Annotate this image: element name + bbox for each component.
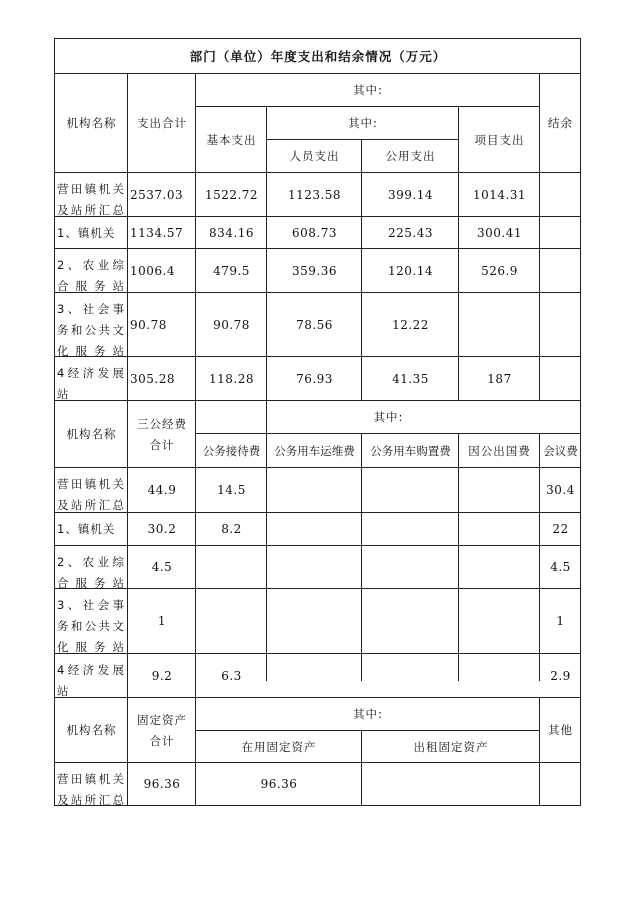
table1-row-balance (540, 249, 581, 293)
table1-row-personnel: 359.36 (292, 263, 337, 278)
table1-row-total: 90.78 (130, 317, 167, 332)
table2-row-vehicle-op (267, 513, 362, 546)
table1-row-total: 2537.03 (130, 187, 184, 202)
table2-row-abroad (459, 513, 540, 546)
table2-header-vehicle-op: 公务用车运维费 (274, 443, 355, 458)
table1-row-public: 120.14 (388, 263, 433, 278)
table2-row-org: 2、农业综合服务站 (57, 555, 125, 590)
table2-row-vehicle-op (267, 468, 362, 513)
table2-header-vehicle-buy: 公务用车购置费 (370, 443, 451, 458)
table2-row-vehicle-buy (362, 654, 459, 698)
table2-row-total: 30.2 (147, 522, 177, 536)
table2-row-meeting: 1 (556, 614, 565, 628)
table1-row-org: 4经济发展站 (57, 366, 125, 401)
table1-row-public: 225.43 (388, 225, 433, 240)
table1-row-personnel: 608.73 (292, 225, 337, 240)
table1-row-project: 187 (487, 371, 512, 386)
table1-row-basic: 90.78 (213, 317, 250, 332)
table1-row-basic: 834.16 (209, 225, 254, 240)
table2-row-total: 4.5 (151, 560, 173, 574)
table1-header-public: 公用支出 (385, 149, 436, 163)
table3-header-of-which: 其中: (353, 707, 383, 721)
table3-row-org: 营田镇机关及站所汇总 (57, 772, 125, 807)
table1-row-project: 526.9 (481, 263, 518, 278)
table1-row-balance (540, 357, 581, 401)
table1-row-org: 1、镇机关 (57, 225, 116, 240)
table1-header-of-which: 其中: (353, 83, 383, 97)
table2-header-total: 三公经费合计 (137, 416, 187, 452)
table2-row-abroad (459, 589, 540, 654)
table1-row-org: 2、农业综合服务站 (57, 258, 125, 293)
table3-header-other: 其他 (548, 723, 573, 737)
table1-header-balance: 结余 (548, 116, 573, 130)
table3-row-total: 96.36 (143, 777, 181, 791)
table3-header-rented: 出租固定资产 (413, 739, 489, 754)
table1-row-project: 300.41 (477, 225, 522, 240)
table1-row-basic: 479.5 (213, 263, 250, 278)
table1-header-project: 项目支出 (474, 132, 525, 147)
table2-header-abroad: 因公出国费 (468, 443, 531, 458)
table2-row-total: 9.2 (151, 668, 173, 683)
table2-row-meeting: 22 (552, 522, 569, 536)
table2-row-vehicle-buy (362, 546, 459, 589)
table1-row-org: 3、社会事务和公共文化服务站 (57, 302, 125, 358)
table1-row-basic: 1522.72 (204, 187, 259, 202)
table2-row-reception: 14.5 (217, 483, 246, 497)
table2-row-reception (196, 589, 267, 654)
table1-row-project: 1014.31 (472, 187, 527, 202)
table1-row-basic: 118.28 (209, 371, 254, 386)
table2-row-meeting: 30.4 (546, 483, 575, 497)
table2-row-vehicle-op (267, 589, 362, 654)
table2-row-abroad (459, 468, 540, 513)
table2-row-abroad (459, 546, 540, 589)
table1-header-basic: 基本支出 (206, 132, 257, 147)
table1-row-personnel: 76.93 (296, 371, 333, 386)
table2-row-org: 3、社会事务和公共文化服务站 (57, 598, 125, 654)
table2-row-org: 4经济发展站 (57, 663, 125, 698)
table1-row-personnel: 78.56 (296, 317, 333, 332)
table2-row-vehicle-buy (362, 513, 459, 546)
table1-title: 部门（单位）年度支出和结余情况（万元） (189, 49, 447, 64)
table2-row-total: 1 (157, 614, 167, 628)
table3-row-in-use: 96.36 (260, 777, 298, 791)
table1-row-public: 41.35 (392, 371, 429, 386)
table1-row-balance (540, 217, 581, 249)
table1-header-personnel: 人员支出 (289, 149, 340, 163)
table1-row-project (459, 293, 540, 357)
table3-row-rented (362, 763, 540, 806)
table1-header-total: 支出合计 (137, 116, 187, 130)
table2-row-vehicle-buy (362, 468, 459, 513)
table2-row-meeting: 2.9 (550, 668, 571, 683)
table1-header-org: 机构名称 (66, 116, 117, 130)
table1-row-total: 305.28 (130, 371, 175, 386)
table2-header-meeting: 会议费 (543, 443, 578, 458)
table1-header-of-which-2: 其中: (348, 116, 378, 130)
table2-row-reception: 6.3 (221, 668, 242, 683)
table2-row-reception: 8.2 (221, 522, 242, 536)
table2-row-meeting: 4.5 (550, 560, 571, 574)
table2-row-total: 44.9 (147, 483, 177, 497)
table2-row-vehicle-op (267, 546, 362, 589)
table3-header-in-use: 在用固定资产 (241, 739, 317, 754)
table3-row-other (540, 763, 581, 806)
table2-row-org: 1、镇机关 (57, 522, 116, 536)
table3-header-org: 机构名称 (66, 723, 117, 737)
table2-row-vehicle-op (267, 654, 362, 698)
table1-row-balance (540, 173, 581, 217)
table1-row-org: 营田镇机关及站所汇总 (57, 182, 125, 217)
table2-row-abroad (459, 654, 540, 698)
table2-header-org: 机构名称 (66, 427, 117, 441)
table2-row-reception (196, 546, 267, 589)
table2-header-of-which: 其中: (373, 410, 404, 424)
table1-row-public: 399.14 (388, 187, 433, 202)
table1-row-personnel: 1123.58 (287, 187, 342, 202)
table2-header-reception: 公务接待费 (202, 443, 261, 458)
table2-row-org: 营田镇机关及站所汇总 (57, 477, 125, 512)
table1-row-total: 1134.57 (130, 225, 184, 240)
table1-row-balance (540, 293, 581, 357)
table3-header-total: 固定资产合计 (137, 712, 187, 748)
table2-row-vehicle-buy (362, 589, 459, 654)
table1-row-total: 1006.4 (130, 263, 175, 278)
table1-row-public: 12.22 (392, 317, 429, 332)
